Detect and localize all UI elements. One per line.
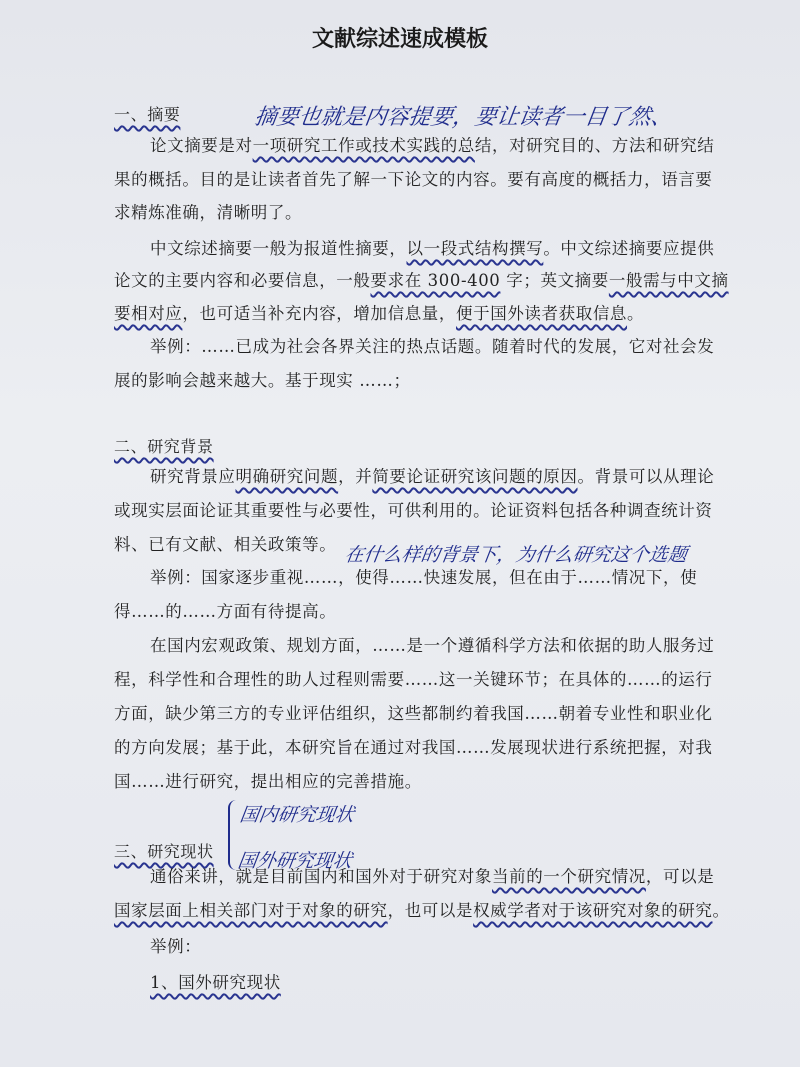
- text-segment: 。: [627, 304, 645, 323]
- text-segment: ，也可适当补充内容，增加信息量，: [182, 304, 457, 323]
- page-title: 文献综述速成模板: [311, 27, 488, 52]
- underlined-text: 二、研究背景: [114, 437, 214, 456]
- underlined-text: 一般需与中文摘: [608, 271, 729, 290]
- text-segment: 。: [712, 901, 730, 920]
- underlined-text: 要求在 300-400: [370, 271, 501, 290]
- text-line: [150, 635, 714, 657]
- text-segment: 在国内宏观政策、规划方面，……是一个遵循科学方法和依据的助人服务过: [150, 636, 715, 655]
- underlined-text: 国家层面上相关部门对于对象的研究: [114, 901, 388, 920]
- text-segment: 字；英文摘要: [500, 271, 609, 290]
- handwritten-note-background: 在什么样的背景下，为什么研究这个选题: [343, 544, 689, 566]
- underlined-text: 一、摘要: [114, 105, 181, 124]
- handwritten-note-foreign: 国外研究现状: [236, 850, 354, 872]
- text-line: [114, 303, 644, 325]
- text-line: [150, 238, 714, 260]
- text-segment: 。中文综述摘要应提供: [543, 239, 715, 258]
- text-segment: 程，科学性和合理性的助人过程则需要……这一关键环节；在具体的……的运行: [114, 670, 713, 689]
- text-segment: 论文的主要内容和必要信息，一般: [114, 271, 371, 290]
- text-segment: 方面，缺少第三方的专业评估组织，这些都制约着我国……朝着专业性和职业化: [114, 704, 713, 723]
- section-heading: [114, 436, 214, 458]
- text-line: [114, 771, 422, 793]
- text-segment: 结，对研究目的、方法和研究结: [474, 136, 715, 155]
- text-line: [150, 466, 714, 488]
- text-line: [114, 270, 729, 292]
- text-line: [114, 900, 730, 922]
- underlined-text: 1、国外研究现状: [150, 973, 281, 992]
- text-segment: 举例：……已成为社会各界关注的热点话题。随着时代的发展，它对社会发: [150, 337, 715, 356]
- text-segment: 通俗来讲，就是目前国内和国外对于研究对象: [150, 867, 492, 886]
- underlined-text: 要相对应: [114, 304, 183, 323]
- text-segment: 举例：国家逐步重视……，使得……快速发展，但在由于……情况下，使: [150, 568, 698, 587]
- text-segment: 求精炼准确，清晰明了。: [114, 203, 303, 222]
- text-segment: 举例：: [150, 937, 202, 956]
- text-segment: 果的概括。目的是让读者首先了解一下论文的内容。要有高度的概括力，语言要: [114, 170, 713, 189]
- text-line: [150, 336, 714, 358]
- text-segment: ，并: [338, 467, 373, 486]
- text-segment: 或现实层面论证其重要性与必要性，可供利用的。论证资料包括各种调查统计资: [114, 501, 713, 520]
- text-line: [114, 169, 713, 191]
- text-line: [114, 534, 336, 556]
- text-segment: 中文综述摘要一般为报道性摘要，: [150, 239, 407, 258]
- text-segment: 料、已有文献、相关政策等。: [114, 535, 337, 554]
- text-line: [150, 567, 697, 589]
- handwritten-note-domestic: 国内研究现状: [238, 804, 356, 826]
- text-line: [114, 601, 336, 623]
- section-heading: [114, 104, 180, 126]
- text-segment: ，也可以是: [387, 901, 474, 920]
- text-segment: 国……进行研究，提出相应的完善措施。: [114, 772, 422, 791]
- text-line: [150, 135, 714, 157]
- text-segment: 。背景可以从理论: [577, 467, 715, 486]
- text-line: [150, 972, 281, 994]
- underlined-text: 权威学者对于该研究对象的研究: [473, 901, 713, 920]
- text-segment: 得……的……方面有待提高。: [114, 602, 337, 621]
- underlined-text: 便于国外读者获取信息: [456, 304, 628, 323]
- text-line: [114, 500, 713, 522]
- underlined-text: 三、研究现状: [114, 842, 214, 861]
- text-line: [114, 703, 713, 725]
- underlined-text: 简要论证研究该问题的原因: [372, 467, 578, 486]
- underlined-text: 当前的一个研究情况: [492, 867, 646, 886]
- underlined-text: 一项研究工作或技术实践的总: [252, 136, 475, 155]
- text-segment: 论文摘要是对: [150, 136, 253, 155]
- section-heading: [114, 841, 214, 863]
- underlined-text: 明确研究问题: [235, 467, 339, 486]
- underlined-text: 以一段式结构撰写: [406, 239, 544, 258]
- text-segment: 研究背景应: [150, 467, 236, 486]
- text-line: [114, 370, 411, 392]
- text-line: [150, 936, 201, 958]
- text-line: [114, 737, 713, 759]
- text-segment: 的方向发展；基于此，本研究旨在通过对我国……发展现状进行系统把握，对我: [114, 738, 713, 757]
- text-line: [114, 202, 302, 224]
- text-line: [114, 669, 713, 691]
- handwritten-note-abstract: 摘要也就是内容提要，要让读者一目了然、: [252, 105, 675, 130]
- text-segment: 展的影响会越来越大。基于现实 ……；: [114, 371, 411, 390]
- text-segment: ，可以是: [645, 867, 715, 886]
